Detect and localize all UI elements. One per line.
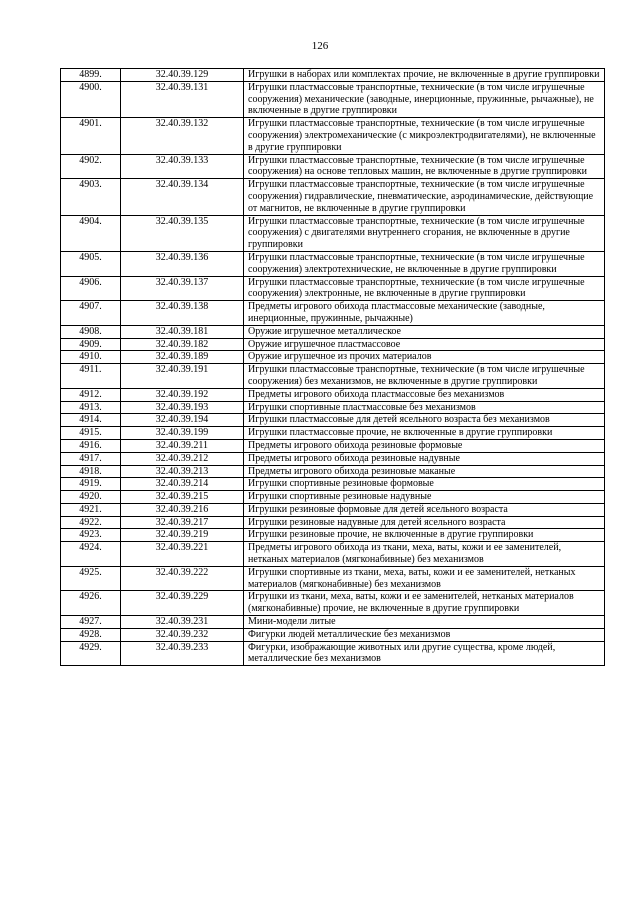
row-code: 32.40.39.194 (121, 414, 244, 427)
row-code: 32.40.39.132 (121, 118, 244, 154)
row-number: 4909. (61, 338, 121, 351)
table-row (61, 641, 605, 666)
table-row (61, 439, 605, 452)
row-code: 32.40.39.131 (121, 81, 244, 117)
row-code: 32.40.39.216 (121, 503, 244, 516)
row-code: 32.40.39.231 (121, 616, 244, 629)
row-name: Игрушки пластмассовые транспортные, технические (в том числе игрушечные сооружения) механические (заводные, инерционные, пружинные, рычажные), не включенные в другие группировки (244, 81, 605, 117)
row-number: 4899. (61, 69, 121, 82)
row-code: 32.40.39.232 (121, 628, 244, 641)
table-row (61, 69, 605, 82)
table-row (61, 427, 605, 440)
row-name: Оружие игрушечное металлическое (244, 325, 605, 338)
row-name: Игрушки пластмассовые транспортные, технические (в том числе игрушечные сооружения) электротехнические, не включенные в другие группировки (244, 251, 605, 276)
row-name: Предметы игрового обихода резиновые формовые (244, 439, 605, 452)
row-name: Мини-модели литые (244, 616, 605, 629)
table-row (61, 591, 605, 616)
table-row (61, 154, 605, 179)
row-number: 4927. (61, 616, 121, 629)
row-number: 4907. (61, 301, 121, 326)
row-code: 32.40.39.219 (121, 529, 244, 542)
row-code: 32.40.39.199 (121, 427, 244, 440)
row-name: Игрушки пластмассовые транспортные, технические (в том числе игрушечные сооружения) с двигателями внутреннего сгорания, не включенные в другие группировки (244, 215, 605, 251)
row-code: 32.40.39.189 (121, 351, 244, 364)
row-number: 4926. (61, 591, 121, 616)
table-row (61, 465, 605, 478)
row-name: Предметы игрового обихода из ткани, меха, ваты, кожи и ее заменителей, нетканых материалов (мягконабивные) без механизмов (244, 542, 605, 567)
table-row (61, 215, 605, 251)
row-number: 4915. (61, 427, 121, 440)
table-row (61, 338, 605, 351)
row-number: 4916. (61, 439, 121, 452)
row-name: Игрушки в наборах или комплектах прочие, не включенные в другие группировки (244, 69, 605, 82)
table-row (61, 628, 605, 641)
table-row (61, 351, 605, 364)
row-name: Игрушки спортивные пластмассовые без механизмов (244, 401, 605, 414)
row-code: 32.40.39.212 (121, 452, 244, 465)
table-row (61, 414, 605, 427)
table-row (61, 491, 605, 504)
table-row (61, 81, 605, 117)
row-number: 4923. (61, 529, 121, 542)
table-row (61, 503, 605, 516)
row-number: 4910. (61, 351, 121, 364)
row-name: Игрушки из ткани, меха, ваты, кожи и ее заменителей, нетканых материалов (мягконабивные) прочие, не включенные в другие группировки (244, 591, 605, 616)
table-row (61, 388, 605, 401)
row-name: Игрушки резиновые надувные для детей ясельного возраста (244, 516, 605, 529)
table-row (61, 325, 605, 338)
row-number: 4908. (61, 325, 121, 338)
row-number: 4913. (61, 401, 121, 414)
row-name: Игрушки резиновые прочие, не включенные в другие группировки (244, 529, 605, 542)
row-code: 32.40.39.214 (121, 478, 244, 491)
row-number: 4919. (61, 478, 121, 491)
table-row (61, 118, 605, 154)
row-code: 32.40.39.233 (121, 641, 244, 666)
row-name: Предметы игрового обихода пластмассовые механические (заводные, инерционные, пружинные, рычажные) (244, 301, 605, 326)
row-code: 32.40.39.129 (121, 69, 244, 82)
row-number: 4905. (61, 251, 121, 276)
row-number: 4901. (61, 118, 121, 154)
row-name: Игрушки пластмассовые прочие, не включенные в другие группировки (244, 427, 605, 440)
row-number: 4928. (61, 628, 121, 641)
row-code: 32.40.39.217 (121, 516, 244, 529)
row-code: 32.40.39.213 (121, 465, 244, 478)
row-name: Игрушки пластмассовые транспортные, технические (в том числе игрушечные сооружения) электронные, не включенные в другие группировки (244, 276, 605, 301)
row-number: 4902. (61, 154, 121, 179)
row-number: 4922. (61, 516, 121, 529)
row-code: 32.40.39.192 (121, 388, 244, 401)
row-number: 4912. (61, 388, 121, 401)
row-number: 4906. (61, 276, 121, 301)
row-code: 32.40.39.222 (121, 566, 244, 591)
table-row (61, 251, 605, 276)
row-name: Игрушки спортивные резиновые формовые (244, 478, 605, 491)
row-number: 4929. (61, 641, 121, 666)
row-number: 4924. (61, 542, 121, 567)
row-name: Игрушки пластмассовые транспортные, технические (в том числе игрушечные сооружения) гидравлические, пневматические, аэродинамические, действующие от магнитов, не включенные в другие группировки (244, 179, 605, 215)
row-name: Предметы игрового обихода пластмассовые без механизмов (244, 388, 605, 401)
page-number: 126 (311, 40, 329, 52)
row-name: Игрушки спортивные из ткани, меха, ваты, кожи и ее заменителей, нетканых материалов (мягконабивные) без механизмов (244, 566, 605, 591)
table-row (61, 542, 605, 567)
row-code: 32.40.39.138 (121, 301, 244, 326)
row-code: 32.40.39.134 (121, 179, 244, 215)
table-body (61, 69, 605, 666)
row-name: Игрушки пластмассовые транспортные, технические (в том числе игрушечные сооружения) на основе тепловых машин, не включенные в другие группировки (244, 154, 605, 179)
row-name: Оружие игрушечное пластмассовое (244, 338, 605, 351)
row-code: 32.40.39.182 (121, 338, 244, 351)
row-code: 32.40.39.221 (121, 542, 244, 567)
row-code: 32.40.39.215 (121, 491, 244, 504)
table-row (61, 566, 605, 591)
row-name: Игрушки пластмассовые транспортные, технические (в том числе игрушечные сооружения) без механизмов, не включенные в другие группировки (244, 364, 605, 389)
row-code: 32.40.39.133 (121, 154, 244, 179)
row-number: 4903. (61, 179, 121, 215)
table-row (61, 616, 605, 629)
row-name: Игрушки пластмассовые транспортные, технические (в том числе игрушечные сооружения) электромеханические (с микроэлектродвигателями), не включенные в другие группировки (244, 118, 605, 154)
row-code: 32.40.39.193 (121, 401, 244, 414)
row-code: 32.40.39.211 (121, 439, 244, 452)
table-row (61, 478, 605, 491)
row-code: 32.40.39.229 (121, 591, 244, 616)
table-row (61, 452, 605, 465)
row-number: 4900. (61, 81, 121, 117)
row-number: 4917. (61, 452, 121, 465)
row-name: Фигурки, изображающие животных или другие существа, кроме людей, металлические без механизмов (244, 641, 605, 666)
row-code: 32.40.39.191 (121, 364, 244, 389)
table-row (61, 364, 605, 389)
row-name: Игрушки пластмассовые для детей ясельного возраста без механизмов (244, 414, 605, 427)
row-code: 32.40.39.135 (121, 215, 244, 251)
row-number: 4914. (61, 414, 121, 427)
row-number: 4904. (61, 215, 121, 251)
row-code: 32.40.39.137 (121, 276, 244, 301)
table-row (61, 401, 605, 414)
row-number: 4918. (61, 465, 121, 478)
row-number: 4921. (61, 503, 121, 516)
row-number: 4911. (61, 364, 121, 389)
row-code: 32.40.39.136 (121, 251, 244, 276)
row-number: 4920. (61, 491, 121, 504)
table-row (61, 179, 605, 215)
row-code: 32.40.39.181 (121, 325, 244, 338)
row-name: Игрушки спортивные резиновые надувные (244, 491, 605, 504)
row-number: 4925. (61, 566, 121, 591)
row-name: Игрушки резиновые формовые для детей ясельного возраста (244, 503, 605, 516)
table-row (61, 516, 605, 529)
classification-table (60, 68, 605, 666)
row-name: Оружие игрушечное из прочих материалов (244, 351, 605, 364)
row-name: Предметы игрового обихода резиновые маканые (244, 465, 605, 478)
table-row (61, 276, 605, 301)
row-name: Фигурки людей металлические без механизмов (244, 628, 605, 641)
row-name: Предметы игрового обихода резиновые надувные (244, 452, 605, 465)
table-row (61, 529, 605, 542)
table-row (61, 301, 605, 326)
